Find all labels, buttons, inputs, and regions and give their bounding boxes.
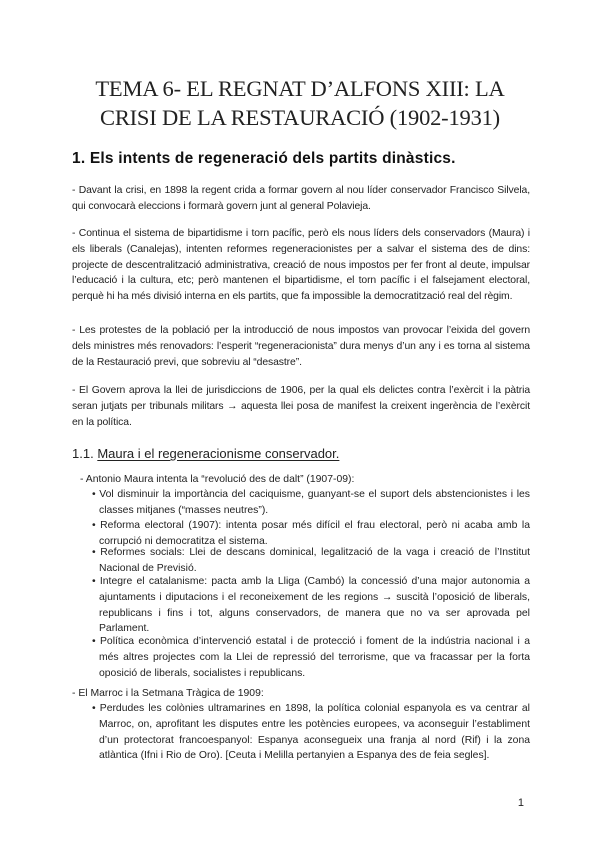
paragraph-1: - Davant la crisi, en 1898 la regent crida a formar govern al nou líder conservador Francisco Silvela, qui convocarà eleccions i formarà govern junt al general Polavieja. xyxy=(72,185,530,212)
paragraph-2: - Continua el sistema de bipartidisme i torn pacífic, però els nous líders dels conservadors (Maura) i els liberals (Canalejas), intenten reformes regeneracionistes per a salvar el sistema des de dins: projecte de descentralització administrativa, creació de nous impostos per fer front al deute, impulsar l’educació i la cultura, etc; però mantenen el bipartidisme, el torn pacífic i el falsejament electoral, perquè hi ha més divisió interna en els partits, que fa impossible la democratització real del règim. xyxy=(72,228,530,303)
maura-bullet-3: • Reformes socials: Llei de descans dominical, legalització de la vaga i creació de l’Institut Nacional de Previsió. xyxy=(92,547,530,574)
marroc-bullet-1: • Perdudes les colònies ultramarines en 1898, la política colonial espanyola es va centrar al Marroc, on, aprofitant les disputes entre les potències europees, va aconseguir l’establiment d’un protectorat francoespanyol: Espanya aconsegueix una franja al nord (Rif) i la zona atlàntica (Ifni i Rio de Oro). [Ceuta i Melilla pertanyien a Espanya des de feia segles]. xyxy=(92,703,530,762)
document-title xyxy=(60,74,540,132)
maura-intro: - Antonio Maura intenta la “revolució des de dalt” (1907-09): xyxy=(80,474,355,485)
maura-bullet-2: • Reforma electoral (1907): intenta posar més difícil el frau electoral, però ni acaba amb la corrupció ni democratitza el sistema. xyxy=(92,520,530,547)
maura-bullet-5: • Política econòmica d’intervenció estatal i de protecció i foment de la indústria nacional i a més altres projectes com la Llei de repressió del terrorisme, que va fracassar per la forta oposició de liberals, socialistes i republicans. xyxy=(92,636,530,679)
subsection-number: 1.1. xyxy=(72,446,94,461)
title-line-2: CRISI DE LA RESTAURACIÓ (1902-1931) xyxy=(100,105,500,130)
subsection-1-1-heading xyxy=(72,446,339,461)
marroc-intro: - El Marroc i la Setmana Tràgica de 1909: xyxy=(72,688,264,699)
page-number: 1 xyxy=(517,797,524,809)
subsection-title: Maura i el regeneracionisme conservador. xyxy=(97,446,340,461)
paragraph-3: - Les protestes de la població per la introducció de nous impostos van provocar l’eixida del govern dels ministres més renovadors: l’esperit “regeneracionista” dura menys d’un any i es torna al sistema de la Restauració previ, que sobreviu al “desastre”. xyxy=(72,325,530,368)
maura-bullet-1: • Vol disminuir la importància del caciquisme, guanyant-se el suport dels abstencionistes i les classes mitjanes (“masses neutres”). xyxy=(92,489,530,516)
paragraph-4: - El Govern aprova la llei de jurisdiccions de 1906, per la qual els delictes contra l’exèrcit i la pàtria seran jutjats per tribunals militars → aquesta llei posa de manifest la creixent ingerència de l’exèrcit en la política. xyxy=(72,385,530,428)
maura-bullet-4: • Integre el catalanisme: pacta amb la Lliga (Cambó) la concessió d’una major autonomia a ajuntaments i diputacions i el reconeixement de les regions → suscità l’oposició de liberals, republicans i fins i tot, alguns conservadors, de manera que no va ser aprovada pel Parlament. xyxy=(92,576,530,635)
section-1-heading: 1. Els intents de regeneració dels partits dinàstics. xyxy=(72,150,456,167)
title-line-1: TEMA 6- EL REGNAT D’ALFONS XIII: LA xyxy=(95,76,505,101)
